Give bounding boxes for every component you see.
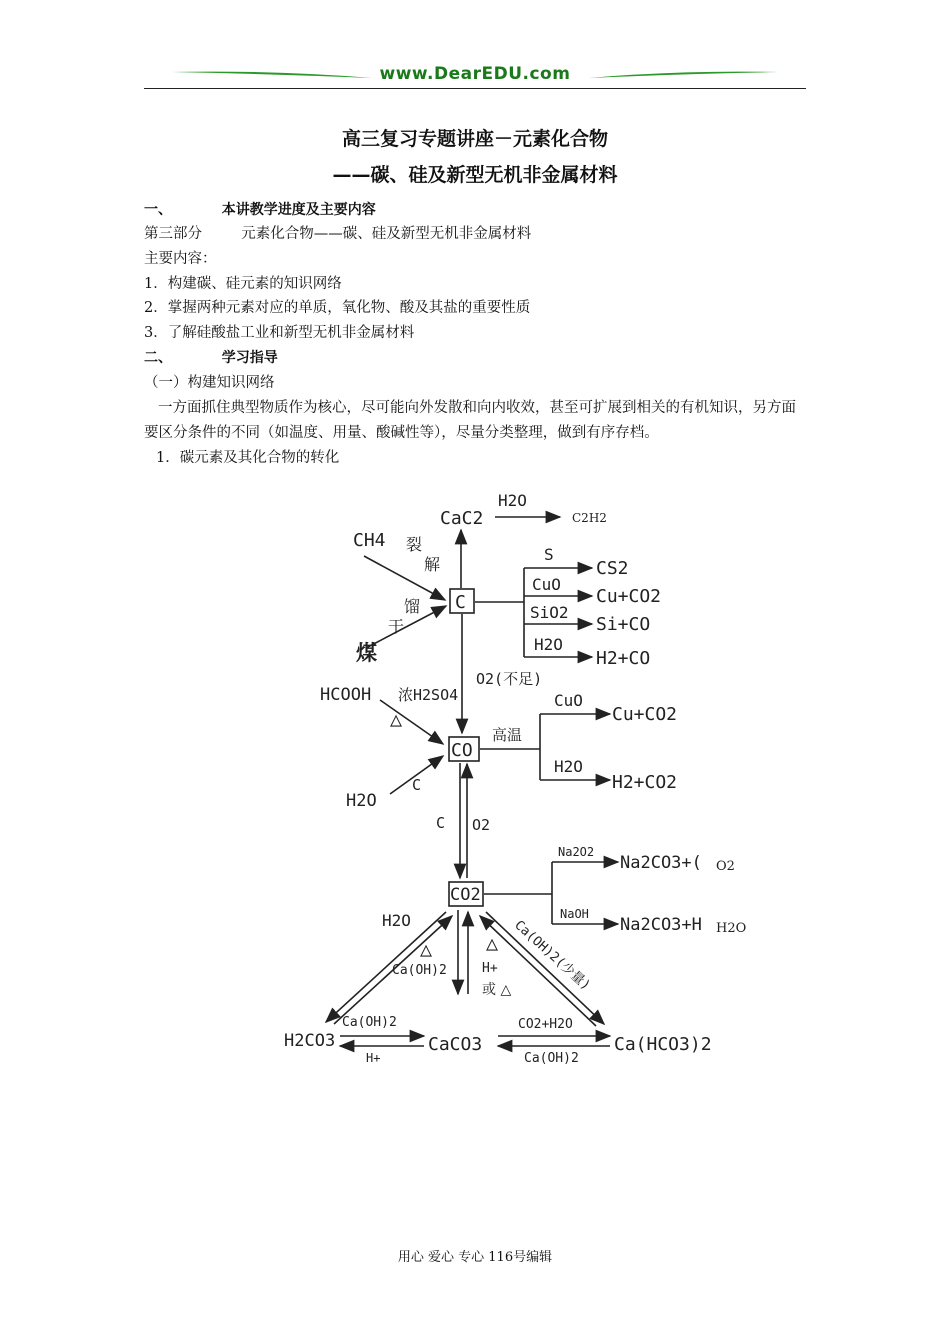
content-item-2: 2．掌握两种元素对应的单质，氧化物、酸及其盐的重要性质	[144, 300, 531, 316]
label-sio2: SiO2	[530, 603, 569, 622]
header-brand: www.DearEDU.com	[379, 64, 571, 84]
label-na2co3-o2: Na2CO3+(	[620, 853, 702, 873]
label-h2o-h2co3: H2O	[382, 911, 411, 930]
page-subtitle: ——碳、硅及新型无机非金属材料	[332, 164, 618, 186]
label-cuo-co: CuO	[554, 691, 583, 710]
arrow-co2-to-cahco32	[486, 912, 604, 1024]
label-caoh2-mid: Ca(OH)2	[392, 963, 447, 978]
diagram-heading: 1．碳元素及其化合物的转化	[156, 450, 340, 466]
label-caco3: CaCO3	[428, 1034, 483, 1055]
main-content-label: 主要内容：	[144, 251, 217, 267]
label-o2-product: O2	[716, 859, 735, 874]
label-h2-co: H2+CO	[596, 648, 651, 669]
label-cahco32: Ca(HCO3)2	[614, 1034, 712, 1055]
label-s: S	[544, 545, 554, 564]
label-co2-h2o: CO2+H2O	[518, 1017, 573, 1032]
label-heat-right: △	[486, 931, 499, 955]
label-heat-hcooh: △	[390, 707, 403, 731]
label-cu-co2-co: Cu+CO2	[612, 704, 678, 725]
node-c-label: C	[455, 592, 466, 613]
label-si-co: Si+CO	[596, 614, 651, 635]
label-or-heat: 或 △	[482, 982, 512, 998]
intro-paragraph: 一方面抓住典型物质作为核心，尽可能向外发散和向内收效，甚至可扩展到相关的有机知识，另方面要区分条件的不同（如温度、用量、酸碱性等），尽量分类整理，做到有序存档。	[144, 400, 796, 441]
label-heat-left: △	[420, 937, 433, 961]
node-co2-label: CO2	[450, 885, 481, 905]
section-1-title: 本讲教学进度及主要内容	[221, 202, 376, 218]
label-liu: 馏	[404, 597, 421, 616]
label-cac2: CaC2	[440, 508, 484, 529]
label-h2o-top: H2O	[498, 491, 527, 510]
label-cuo-c: CuO	[532, 575, 561, 594]
label-h2o-co: H2O	[346, 791, 377, 811]
section-1-number: 一、	[144, 202, 172, 218]
label-caoh2-less: Ca(OH)2(少量)	[511, 917, 594, 994]
label-na2o2: Na2O2	[558, 845, 595, 859]
label-h2o-c: H2O	[534, 635, 563, 654]
label-conc-h2so4: 浓H2SO4	[398, 686, 459, 704]
label-cs2: CS2	[596, 558, 629, 579]
label-coal: 煤	[356, 641, 377, 665]
page-title: 高三复习专题讲座－元素化合物	[341, 128, 608, 150]
label-h2co3: H2CO3	[284, 1031, 336, 1051]
label-high-temp: 高温	[492, 726, 523, 744]
content-item-3: 3．了解硅酸盐工业和新型无机非金属材料	[144, 325, 415, 341]
label-c2h2: C2H2	[572, 511, 607, 525]
label-caoh2-bottom-right: Ca(OH)2	[524, 1051, 579, 1066]
label-h2o-product: H2O	[716, 921, 747, 936]
part-text: 元素化合物——碳、硅及新型无机非金属材料	[241, 226, 532, 242]
node-co-label: CO	[451, 740, 473, 761]
content-item-1: 1．构建碳、硅元素的知识网络	[144, 276, 342, 292]
label-jie: 解	[424, 555, 441, 574]
label-o2-insufficient: O2(不足)	[476, 670, 543, 688]
label-h2-co2: H2+CO2	[612, 772, 678, 793]
label-ch4: CH4	[353, 530, 386, 551]
label-caoh2-bottom-left: Ca(OH)2	[342, 1015, 397, 1030]
label-h-plus-bottom: H+	[366, 1051, 381, 1065]
label-lie: 裂	[406, 535, 423, 554]
label-c-to-co: C	[412, 776, 422, 794]
part-label: 第三部分	[144, 226, 202, 242]
page-footer: 用心 爱心 专心 116号编辑	[397, 1250, 553, 1265]
section-2-title: 学习指导	[221, 350, 278, 366]
subsection-heading: （一）构建知识网络	[144, 375, 275, 391]
label-gan: 干	[388, 617, 405, 636]
label-h2o-co-right: H2O	[554, 757, 583, 776]
label-naoh: NaOH	[560, 907, 589, 921]
section-2-number: 二、	[144, 350, 172, 366]
label-hcooh: HCOOH	[320, 685, 372, 705]
label-c-co2-to-co: C	[436, 814, 446, 832]
label-na2co3-h2o: Na2CO3+H	[620, 915, 702, 935]
label-cu-co2-c: Cu+CO2	[596, 586, 662, 607]
label-o2-co-to-co2: O2	[472, 816, 491, 834]
label-h-plus-mid: H+	[482, 961, 498, 976]
